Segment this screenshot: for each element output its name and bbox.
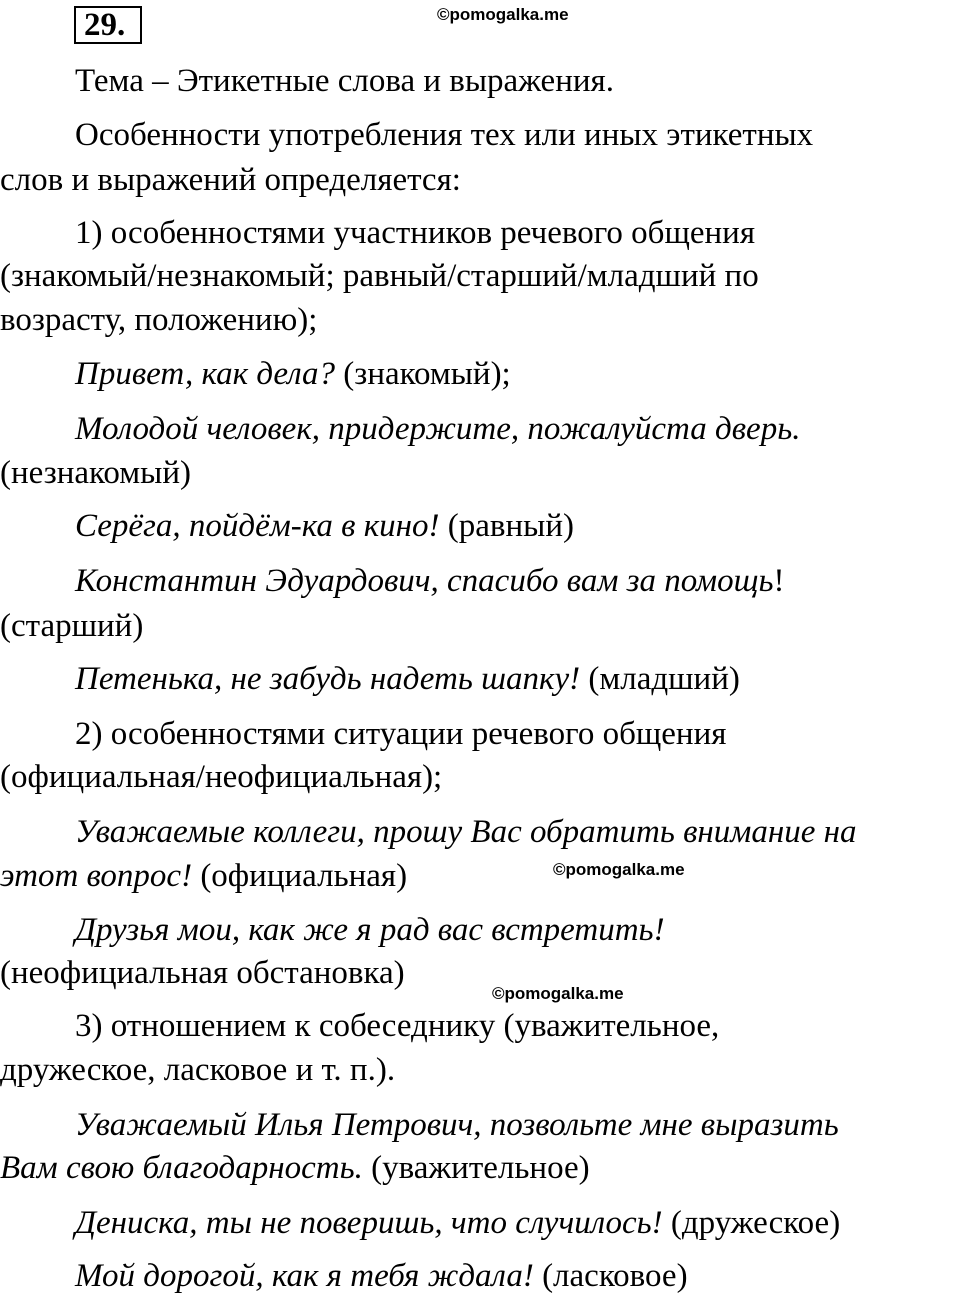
example-line <box>75 354 511 394</box>
example-text: Друзья мои, как же я рад вас встретить! <box>75 912 665 948</box>
text-line: дружеское, ласковое и т. п.). <box>0 1052 396 1088</box>
task-number: 29. <box>74 6 142 44</box>
example-note: (неофициальная обстановка) <box>0 955 405 991</box>
watermark: ©pomogalka.me <box>492 984 624 1003</box>
example-note: (дружеское) <box>662 1205 841 1241</box>
example-text: Привет, как дела? <box>75 356 336 392</box>
example-line <box>75 812 856 852</box>
example-line <box>75 561 785 601</box>
example-text: Вам свою благодарность. <box>0 1150 363 1186</box>
example-line <box>0 1148 590 1188</box>
example-text: Уважаемые коллеги, прошу Вас обратить внимание на <box>75 814 857 850</box>
watermark: ©pomogalka.me <box>437 5 569 24</box>
example-text: Серёга, пойдём-ка в кино! <box>75 508 440 544</box>
example-text: Петенька, не забудь надеть шапку! <box>75 661 581 697</box>
example-note: (официальная) <box>192 858 408 894</box>
example-line <box>75 1105 839 1145</box>
example-text: Константин Эдуардович, спасибо вам за помощь <box>75 563 774 599</box>
example-note: ! <box>773 563 785 599</box>
example-text: этот вопрос! <box>0 858 193 894</box>
example-line <box>75 1256 688 1296</box>
text-line: возрасту, положению); <box>0 302 318 338</box>
text-line: (знакомый/незнакомый; равный/старший/младший по <box>0 258 759 294</box>
example-line <box>75 506 574 546</box>
text-line: слов и выражений определяется: <box>0 162 461 198</box>
example-text: Уважаемый Илья Петрович, позвольте мне выразить <box>75 1107 839 1143</box>
example-note: (уважительное) <box>362 1150 590 1186</box>
example-note: (равный) <box>439 508 574 544</box>
example-line <box>0 856 407 896</box>
example-text: Дениска, ты не поверишь, что случилось! <box>75 1205 663 1241</box>
text-line: (официальная/неофициальная); <box>0 759 443 795</box>
example-line <box>75 1203 840 1243</box>
example-text: Мой дорогой, как я тебя ждала! <box>75 1258 534 1294</box>
example-line <box>75 409 800 449</box>
example-note: (знакомый); <box>335 356 511 392</box>
list-item-1: 1) особенностями участников речевого общения <box>75 215 756 251</box>
example-line <box>75 659 740 699</box>
example-note: (ласковое) <box>533 1258 688 1294</box>
example-line <box>75 910 665 950</box>
example-note: (старший) <box>0 608 144 644</box>
example-note: (младший) <box>580 661 740 697</box>
list-item-3: 3) отношением к собеседнику (уважительное, <box>75 1008 720 1044</box>
example-text: Молодой человек, придержите, пожалуйста дверь. <box>75 411 801 447</box>
watermark: ©pomogalka.me <box>553 860 685 879</box>
list-item-2: 2) особенностями ситуации речевого общения <box>75 716 727 752</box>
text-line: Особенности употребления тех или иных этикетных <box>75 117 814 153</box>
topic-line: Тема – Этикетные слова и выражения. <box>75 63 614 99</box>
example-note: (незнакомый) <box>0 455 191 491</box>
